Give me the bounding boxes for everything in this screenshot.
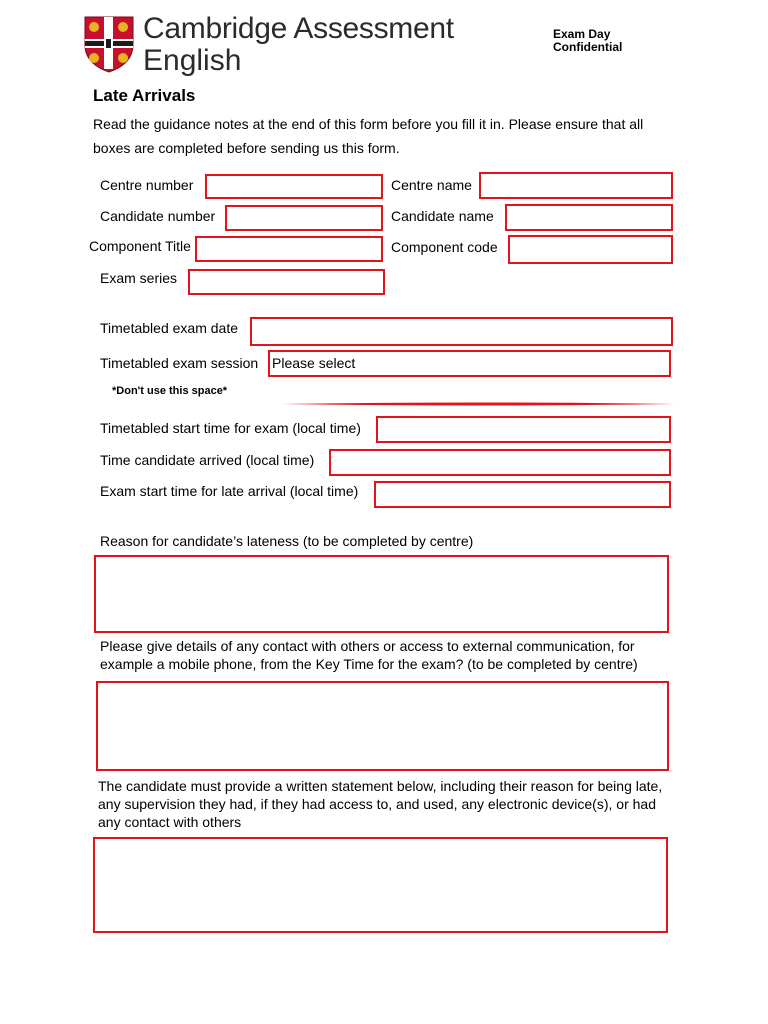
reason-label: Reason for candidate’s lateness (to be completed by centre) [100,533,474,549]
form-title: Late Arrivals [93,86,196,105]
exam-series-field[interactable] [188,269,385,295]
confidential-line1: Exam Day [553,27,611,41]
component-code-label: Component code [391,239,498,255]
time-candidate-arrived-field[interactable] [329,449,671,476]
component-code-field[interactable] [508,235,673,264]
timetabled-start-time-field[interactable] [376,416,671,443]
candidate-statement-label: The candidate must provide a written statement below, including their reason for being late, any supervision they had, if they had access to, and used, any electronic device(s), or had any contact with others [98,778,663,830]
late-exam-start-time-label: Exam start time for late arrival (local time) [100,483,359,499]
centre-name-label: Centre name [391,177,472,193]
timetabled-start-time-label: Timetabled start time for exam (local time) [100,420,361,436]
centre-name-field[interactable] [479,172,673,199]
contact-details-textarea[interactable] [96,681,669,771]
confidential-label [553,28,622,54]
timetabled-exam-date-field[interactable] [250,317,673,346]
cambridge-crest-logo [83,15,135,73]
exam-series-label: Exam series [100,270,178,286]
candidate-statement-textarea[interactable] [93,837,668,933]
brand-name: Cambridge Assessment [143,12,454,45]
candidate-name-field[interactable] [505,204,673,231]
brand-subname: English [143,44,242,77]
dont-use-space-line [282,393,675,397]
candidate-number-label: Candidate number [100,208,216,224]
contact-details-label: Please give details of any contact with others or access to external communication, for example a mobile phone, from the Key Time for the exam? (to be completed by centre) [100,638,638,672]
dont-use-space-note: *Don't use this space* [112,385,228,397]
centre-number-label: Centre number [100,177,194,193]
component-title-label: Component Title [89,238,191,254]
component-title-field[interactable] [195,236,383,262]
reason-textarea[interactable] [94,555,669,633]
candidate-number-field[interactable] [225,205,383,231]
timetabled-exam-date-label: Timetabled exam date [100,320,238,336]
timetabled-exam-session-label: Timetabled exam session [100,355,259,371]
late-exam-start-time-field[interactable] [374,481,671,508]
confidential-line2: Confidential [553,40,623,54]
form-intro: Read the guidance notes at the end of this form before you fill it in. Please ensure that all boxes are completed before sending us this form. [93,116,644,156]
centre-number-field[interactable] [205,174,383,199]
time-candidate-arrived-label: Time candidate arrived (local time) [100,452,315,468]
timetabled-exam-session-select[interactable]: Please select [268,350,671,377]
candidate-name-label: Candidate name [391,208,494,224]
